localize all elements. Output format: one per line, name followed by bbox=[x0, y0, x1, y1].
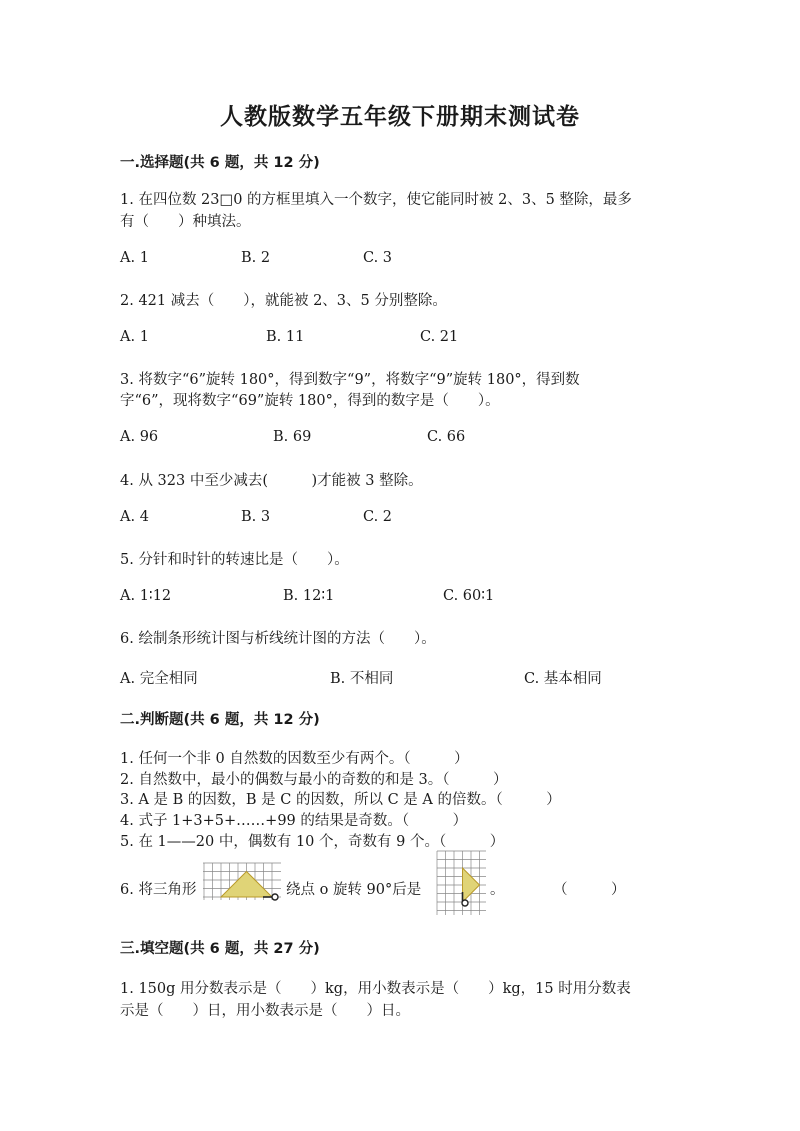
section-heading-choice: 一.选择题(共 6 题，共 12 分) bbox=[120, 155, 320, 171]
page-title: 人教版数学五年级下册期末测试卷 bbox=[220, 104, 580, 130]
judgement-item: 1. 任何一个非 0 自然数的因数至少有两个。（ ） bbox=[120, 751, 469, 767]
judgement-item-6-part2: 绕点 o 旋转 90°后是 bbox=[286, 882, 422, 898]
question-text: 有（ ）种填法。 bbox=[120, 214, 251, 230]
option-c: C. 基本相同 bbox=[524, 671, 602, 687]
rotation-point-o bbox=[272, 894, 278, 900]
option-b: B. 12∶1 bbox=[283, 588, 335, 604]
option-a: A. 4 bbox=[120, 509, 149, 525]
option-a: A. 完全相同 bbox=[120, 671, 198, 687]
grid-lines bbox=[437, 851, 486, 915]
option-c: C. 2 bbox=[363, 509, 393, 525]
section-heading-fill-blank: 三.填空题(共 6 题，共 27 分) bbox=[120, 941, 320, 957]
triangle-original-figure bbox=[203, 862, 283, 904]
question-text: 字“6”，现将数字“69”旋转 180°，得到的数字是（ ）。 bbox=[120, 393, 500, 409]
fill-blank-text: 示是（ ）日，用小数表示是（ ）日。 bbox=[120, 1003, 410, 1019]
option-c: C. 21 bbox=[420, 329, 459, 345]
option-c: C. 60∶1 bbox=[443, 588, 495, 604]
fill-blank-text: 1. 150g 用分数表示是（ ）kg，用小数表示是（ ）kg，15 时用分数表 bbox=[120, 981, 631, 997]
option-b: B. 69 bbox=[273, 429, 312, 445]
option-a: A. 96 bbox=[120, 429, 159, 445]
judgement-item-6-part1: 6. 将三角形 bbox=[120, 882, 197, 898]
question-text: 6. 绘制条形统计图与析线统计图的方法（ ）。 bbox=[120, 631, 436, 647]
question-text: 4. 从 323 中至少减去( )才能被 3 整除。 bbox=[120, 473, 423, 489]
question-text: 2. 421 减去（ ），就能被 2、3、5 分别整除。 bbox=[120, 293, 447, 309]
judgement-item: 4. 式子 1+3+5+……+99 的结果是奇数。（ ） bbox=[120, 813, 468, 829]
judgement-item: 2. 自然数中，最小的偶数与最小的奇数的和是 3。（ ） bbox=[120, 772, 508, 788]
answer-blank: （ ） bbox=[553, 882, 626, 898]
option-a: A. 1 bbox=[120, 329, 149, 345]
triangle-rotated-figure bbox=[436, 850, 488, 916]
triangle-shape bbox=[221, 872, 272, 898]
option-b: B. 11 bbox=[266, 329, 305, 345]
judgement-item-6-part3: 。 bbox=[490, 882, 505, 898]
rotation-point-o bbox=[462, 900, 468, 906]
judgement-item: 5. 在 1——20 中，偶数有 10 个，奇数有 9 个。（ ） bbox=[120, 834, 505, 850]
judgement-item: 3. A 是 B 的因数，B 是 C 的因数，所以 C 是 A 的倍数。（ ） bbox=[120, 792, 561, 808]
option-c: C. 3 bbox=[363, 250, 393, 266]
question-text: 1. 在四位数 23□0 的方框里填入一个数字，使它能同时被 2、3、5 整除，最多 bbox=[120, 192, 632, 208]
option-a: A. 1∶12 bbox=[120, 588, 172, 604]
option-b: B. 3 bbox=[241, 509, 271, 525]
question-text: 3. 将数字“6”旋转 180°，得到数字“9”，将数字“9”旋转 180°，得到数 bbox=[120, 372, 580, 388]
section-heading-judgement: 二.判断题(共 6 题，共 12 分) bbox=[120, 712, 320, 728]
option-b: B. 不相同 bbox=[330, 671, 394, 687]
option-b: B. 2 bbox=[241, 250, 271, 266]
option-a: A. 1 bbox=[120, 250, 149, 266]
option-c: C. 66 bbox=[427, 429, 466, 445]
question-text: 5. 分针和时针的转速比是（ ）。 bbox=[120, 552, 349, 568]
